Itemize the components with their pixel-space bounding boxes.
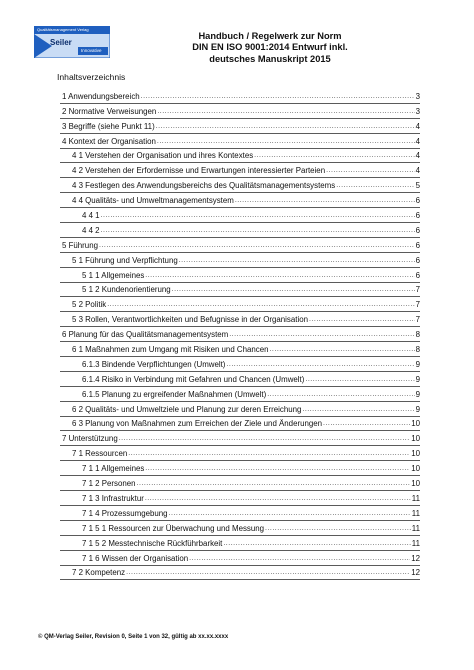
toc-entry[interactable] [60, 431, 420, 446]
toc-entry[interactable] [60, 417, 420, 432]
toc-entry-label: 7 1 4 Prozessumgebung [82, 508, 168, 518]
toc-entry[interactable] [60, 268, 420, 283]
toc-entry[interactable] [60, 89, 420, 104]
logo-tagline: Innovative [81, 48, 102, 53]
toc-entry-label: 4 4 Qualitäts- und Umweltmanagementsystem [72, 196, 234, 206]
toc-entry-page: 5 [415, 181, 420, 191]
toc-entry-label: 4 3 Festlegen des Anwendungsbereichs des Qualitätsmanagementsystems [72, 181, 336, 191]
toc-entry-page: 4 [415, 121, 420, 131]
toc-entry-label: 4 Kontext der Organisation [62, 136, 156, 146]
toc-entry[interactable] [60, 163, 420, 178]
toc-entry[interactable] [60, 327, 420, 342]
toc-entry-page: 4 [415, 166, 420, 176]
toc-entry-page: 10 [411, 479, 420, 489]
toc-entry[interactable] [60, 521, 420, 536]
toc-entry-page: 8 [415, 345, 420, 355]
toc-entry-page: 9 [415, 374, 420, 384]
toc-entry-label: 5 2 Politik [72, 300, 107, 310]
toc-entry[interactable] [60, 208, 420, 223]
toc-dot-leader [99, 241, 415, 251]
toc-entry[interactable] [60, 536, 420, 551]
toc-dot-leader [157, 137, 415, 147]
toc-entry-page: 11 [411, 523, 420, 533]
toc-entry-label: 6 1 Maßnahmen zum Umgang mit Risiken und Chancen [72, 345, 269, 355]
toc-entry-page: 9 [415, 404, 420, 414]
toc-dot-leader [101, 211, 415, 221]
toc-entry-label: 4 4 2 [82, 225, 100, 235]
toc-dot-leader [137, 479, 411, 489]
toc-entry-page: 8 [415, 330, 420, 340]
page-footer: © QM-Verlag Seiler, Revision 0, Seite 1 von 32, gültig ab xx.xx.xxxx [38, 634, 229, 640]
toc-entry-label: 5 1 Führung und Verpflichtung [72, 255, 178, 265]
toc-entry-label: 6.1.5 Planung zu ergreifender Maßnahmen (Umwelt) [82, 389, 267, 399]
toc-entry[interactable] [60, 357, 420, 372]
toc-entry-page: 6 [415, 255, 420, 265]
toc-dot-leader [226, 360, 414, 370]
toc-entry[interactable] [60, 506, 420, 521]
toc-dot-leader [309, 315, 415, 325]
toc-entry[interactable] [60, 193, 420, 208]
toc-dot-leader [223, 539, 410, 549]
toc-dot-leader [265, 524, 411, 534]
toc-entry-page: 7 [415, 315, 420, 325]
toc-entry-page: 4 [415, 136, 420, 146]
toc-dot-leader [254, 151, 414, 161]
toc-entry[interactable] [60, 238, 420, 253]
toc-entry-page: 11 [411, 493, 420, 503]
toc-entry[interactable] [60, 387, 420, 402]
publisher-logo [34, 26, 110, 58]
toc-entry-label: 6 3 Planung von Maßnahmen zum Erreichen der Ziele und Änderungen [72, 419, 323, 429]
toc-entry-label: 7 Unterstützung [62, 434, 118, 444]
toc-entry-label: 7 1 5 1 Ressourcen zur Überwachung und Messung [82, 523, 265, 533]
toc-entry[interactable] [60, 491, 420, 506]
toc-dot-leader [179, 256, 415, 266]
toc-dot-leader [119, 434, 411, 444]
toc-entry-label: 5 1 1 Allgemeines [82, 270, 145, 280]
logo-brand: Seiler [50, 38, 72, 47]
toc-dot-leader [126, 568, 410, 578]
toc-entry-page: 3 [415, 106, 420, 116]
toc-entry-label: 4 1 Verstehen der Organisation und ihres Kontextes [72, 151, 254, 161]
header-line-1: Handbuch / Regelwerk zur Norm [198, 31, 342, 41]
toc-entry-label: 6 Planung für das Qualitätsmanagementsystem [62, 330, 229, 340]
toc-entry-page: 7 [415, 300, 420, 310]
toc-entry-page: 12 [411, 553, 420, 563]
document-header [150, 31, 390, 65]
toc-dot-leader [189, 554, 410, 564]
toc-dot-leader [336, 181, 414, 191]
toc-entry[interactable] [60, 178, 420, 193]
toc-entry-label: 6 2 Qualitäts- und Umweltziele und Planung zur deren Erreichung [72, 404, 302, 414]
toc-dot-leader [229, 330, 414, 340]
toc-entry-page: 6 [415, 240, 420, 250]
toc-entry-label: 5 1 2 Kundenorientierung [82, 285, 171, 295]
toc-dot-leader [326, 166, 415, 176]
toc-entry-page: 10 [411, 434, 420, 444]
toc-entry-page: 7 [415, 285, 420, 295]
toc-entry-page: 3 [415, 91, 420, 101]
toc-entry[interactable] [60, 476, 420, 491]
toc-entry-page: 10 [411, 449, 420, 459]
toc-dot-leader [101, 226, 415, 236]
toc-entry-page: 6 [415, 196, 420, 206]
toc-dot-leader [107, 300, 414, 310]
toc-entry-label: 4 2 Verstehen der Erfordernisse und Erwartungen interessierter Parteien [72, 166, 326, 176]
toc-dot-leader [305, 375, 414, 385]
toc-entry-label: 7 1 5 2 Messtechnische Rückführbarkeit [82, 538, 223, 548]
toc-entry[interactable] [60, 312, 420, 327]
toc-dot-leader [169, 509, 411, 519]
toc-entry-page: 9 [415, 389, 420, 399]
toc-dot-leader [172, 285, 415, 295]
toc-entry[interactable] [60, 223, 420, 238]
toc-dot-leader [145, 464, 410, 474]
toc-entry-label: 6.1.4 Risiko in Verbindung mit Gefahren und Chancen (Umwelt) [82, 374, 305, 384]
toc-entry-label: 4 4 1 [82, 211, 100, 221]
toc-entry-label: 3 Begriffe (siehe Punkt 11) [62, 121, 155, 131]
toc-entry[interactable] [60, 149, 420, 164]
toc-entry[interactable] [60, 283, 420, 298]
toc-entry-label: 7 1 2 Personen [82, 479, 136, 489]
toc-entry-label: 5 Führung [62, 240, 98, 250]
toc-entry[interactable] [60, 134, 420, 149]
toc-entry-page: 11 [411, 508, 420, 518]
toc-entry-label: 7 1 1 Allgemeines [82, 464, 145, 474]
toc-dot-leader [145, 271, 414, 281]
toc-entry[interactable] [60, 119, 420, 134]
toc-entry-label: 6.1.3 Bindende Verpflichtungen (Umwelt) [82, 359, 226, 369]
toc-dot-leader [323, 419, 410, 429]
toc-entry[interactable] [60, 297, 420, 312]
table-of-contents [60, 89, 420, 580]
toc-entry-page: 9 [415, 359, 420, 369]
toc-entry[interactable] [60, 461, 420, 476]
toc-entry[interactable] [60, 551, 420, 566]
toc-entry[interactable] [60, 402, 420, 417]
logo-top-text: Qualitätsmanagement Verlag [37, 27, 89, 32]
toc-dot-leader [269, 345, 414, 355]
toc-entry[interactable] [60, 342, 420, 357]
toc-entry-label: 5 3 Rollen, Verantwortlichkeiten und Befugnisse in der Organisation [72, 315, 308, 325]
toc-entry[interactable] [60, 372, 420, 387]
toc-title: Inhaltsverzeichnis [57, 72, 126, 82]
toc-dot-leader [128, 449, 410, 459]
toc-entry-label: 1 Anwendungsbereich [62, 91, 140, 101]
header-line-3: deutsches Manuskript 2015 [209, 53, 331, 64]
toc-entry-page: 6 [415, 270, 420, 280]
toc-entry-page: 4 [415, 151, 420, 161]
toc-entry-label: 7 1 Ressourcen [72, 449, 128, 459]
toc-entry-page: 12 [411, 568, 420, 578]
toc-dot-leader [235, 196, 415, 206]
toc-entry-label: 7 1 3 Infrastruktur [82, 493, 144, 503]
toc-dot-leader [141, 92, 415, 102]
header-line-2: DIN EN ISO 9001:2014 Entwurf inkl. [192, 42, 348, 53]
toc-dot-leader [267, 390, 414, 400]
toc-entry-label: 7 2 Kompetenz [72, 568, 126, 578]
toc-dot-leader [145, 494, 411, 504]
toc-entry-page: 11 [411, 538, 420, 548]
toc-entry[interactable] [60, 566, 420, 581]
toc-entry-page: 6 [415, 211, 420, 221]
toc-dot-leader [157, 107, 414, 117]
toc-dot-leader [302, 405, 414, 415]
toc-entry[interactable] [60, 253, 420, 268]
toc-entry[interactable] [60, 104, 420, 119]
toc-entry-label: 2 Normative Verweisungen [62, 106, 157, 116]
toc-entry-page: 6 [415, 225, 420, 235]
toc-entry-page: 10 [411, 464, 420, 474]
toc-entry-label: 7 1 6 Wissen der Organisation [82, 553, 189, 563]
toc-entry-page: 10 [411, 419, 420, 429]
toc-entry[interactable] [60, 446, 420, 461]
toc-dot-leader [156, 122, 415, 132]
